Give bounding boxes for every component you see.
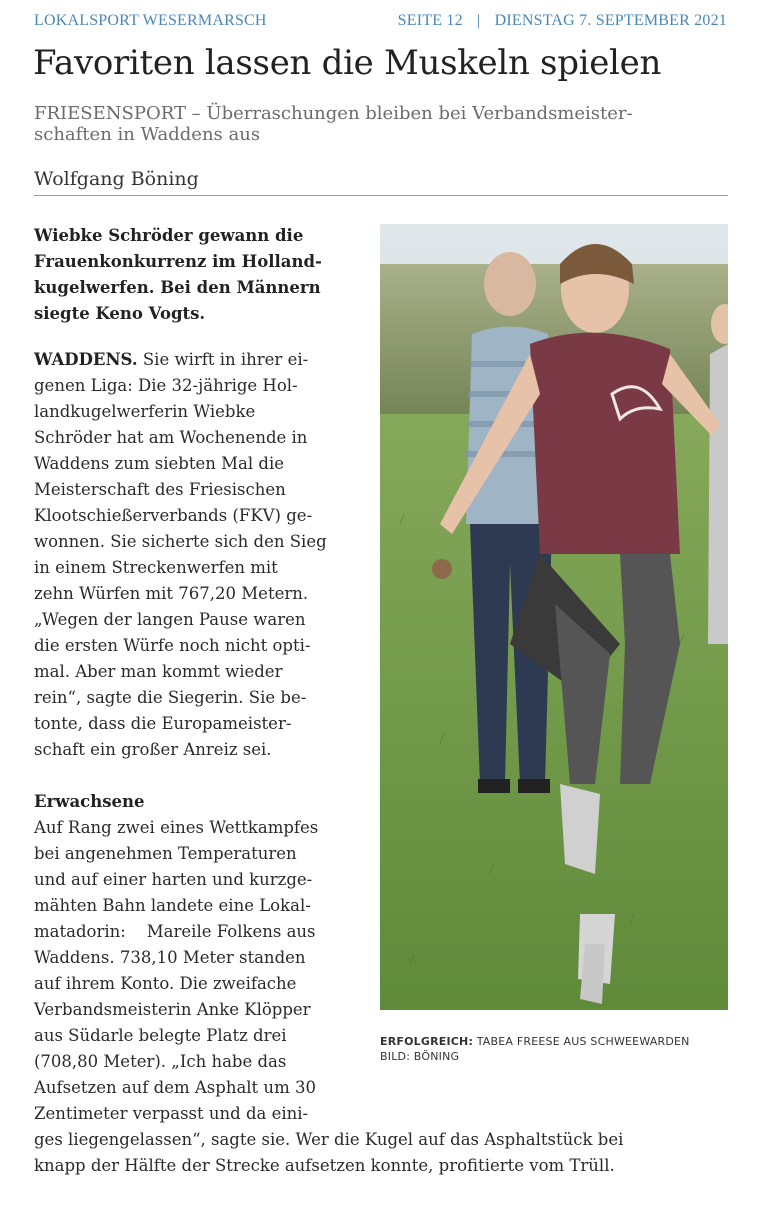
photo-credit: BILD: BÖNING [380, 1050, 460, 1063]
intro-line: kugelwerfen. Bei den Männern [34, 278, 321, 297]
text-line: Auf Rang zwei eines Wettkampfes [34, 818, 319, 837]
text-line: und auf einer harten und kurzge- [34, 870, 313, 889]
intro-line: Frauenkonkurrenz im Holland- [34, 252, 322, 271]
text-line: in einem Streckenwerfen mit [34, 558, 278, 577]
intro-line: Wiebke Schröder gewann die [34, 226, 304, 245]
header-separator: | [477, 12, 481, 29]
text-line: Waddens. 738,10 Meter standen [34, 948, 306, 967]
text-line: Schröder hat am Wochenende in [34, 428, 308, 447]
headline: Favoriten lassen die Muskeln spielen [33, 43, 662, 83]
text-line: aus Südarle belegte Platz drei [34, 1026, 287, 1045]
text-line: knapp der Hälfte der Strecke aufsetzen konnte, profitierte vom Trüll. [34, 1156, 615, 1175]
caption-text: TABEA FREESE AUS SCHWEEWARDEN [473, 1035, 690, 1048]
text-line: (708,80 Meter). „Ich habe das [34, 1052, 287, 1071]
photo-illustration [380, 224, 728, 1010]
text-line: rein“, sagte die Siegerin. Sie be- [34, 688, 307, 707]
subhead-line: FRIESENSPORT – Überraschungen bleiben bei Verbandsmeister- [34, 103, 633, 124]
text-line: die ersten Würfe noch nicht opti- [34, 636, 311, 655]
text-line: bei angenehmen Temperaturen [34, 844, 297, 863]
text-line: Verbandsmeisterin Anke Klöpper [34, 1000, 311, 1019]
text-span: Sie wirft in ihrer ei- [137, 350, 309, 369]
text-line: Aufsetzen auf dem Asphalt um 30 [34, 1078, 316, 1097]
text-line: schaft ein großer Anreiz sei. [34, 740, 272, 759]
text-line: Zentimeter verpasst und da eini- [34, 1104, 309, 1123]
text-line: auf ihrem Konto. Die zweifache [34, 974, 297, 993]
text-line: Meisterschaft des Friesischen [34, 480, 286, 499]
dateline: WADDENS. [34, 350, 138, 369]
text-line: matadorin: Mareile Folkens aus [34, 922, 316, 941]
text-line [34, 347, 369, 373]
section-label: LOKALSPORT WESERMARSCH [34, 12, 267, 29]
caption-line [380, 1034, 728, 1049]
article-intro [34, 223, 364, 327]
text-line: ges liegengelassen“, sagte sie. Wer die Kugel auf das Asphaltstück bei [34, 1130, 624, 1149]
subheadline [34, 103, 734, 145]
intro-line: siegte Keno Vogts. [34, 304, 206, 323]
text-line: mähten Bahn landete eine Lokal- [34, 896, 311, 915]
paragraph-1 [34, 347, 369, 763]
text-line: „Wegen der langen Pause waren [34, 610, 306, 629]
text-line: wonnen. Sie sicherte sich den Sieg [34, 532, 327, 551]
page-info [398, 12, 727, 30]
issue-date: DIENSTAG 7. SEPTEMBER 2021 [494, 12, 727, 29]
paragraph-2-continued [34, 1127, 734, 1179]
article-photo [380, 224, 728, 1010]
subhead-line: schaften in Waddens aus [34, 124, 261, 145]
paragraph-2 [34, 815, 369, 1127]
text-line: genen Liga: Die 32-jährige Hol- [34, 376, 298, 395]
text-line: tonte, dass die Europameister- [34, 714, 292, 733]
text-line: mal. Aber man kommt wieder [34, 662, 283, 681]
author-byline: Wolfgang Böning [34, 168, 728, 196]
section-subtitle: Erwachsene [34, 792, 145, 811]
caption-label: ERFOLGREICH: [380, 1035, 474, 1048]
photo-caption [380, 1034, 728, 1064]
text-line: Waddens zum siebten Mal die [34, 454, 284, 473]
text-line: Klootschießerverbands (FKV) ge- [34, 506, 313, 525]
page-header [34, 10, 727, 32]
text-line: landkugelwerferin Wiebke [34, 402, 256, 421]
page-number: SEITE 12 [397, 12, 463, 29]
text-line: zehn Würfen mit 767,20 Metern. [34, 584, 309, 603]
